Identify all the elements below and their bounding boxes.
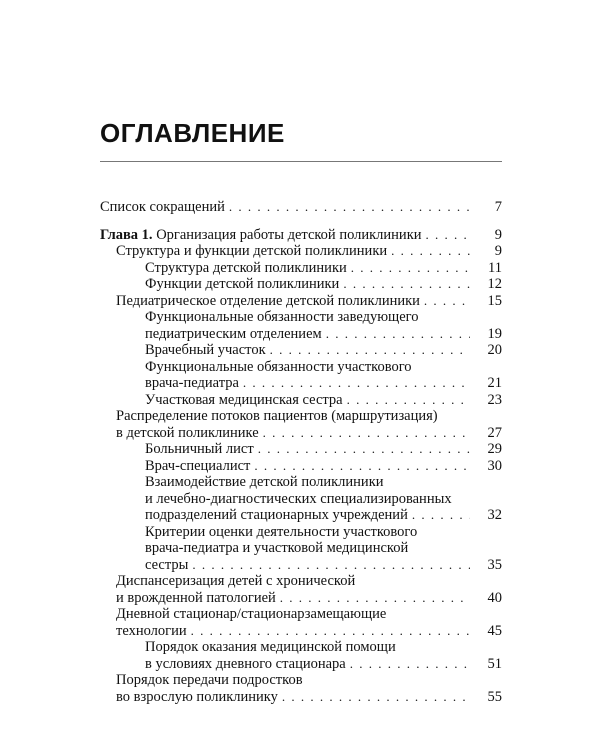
page-number: 20 [487,342,502,358]
toc-entry-title: Врач-специалист [145,457,251,474]
page-number: 32 [487,507,502,523]
toc-entry[interactable] [100,243,502,260]
page-number: 23 [487,391,502,408]
toc-entry[interactable] [100,639,502,672]
toc-entry[interactable] [100,309,502,342]
toc-entry-title: Порядок передачи подростков [116,672,303,688]
toc-entry-title: Функциональные обязанности участкового [145,358,412,375]
page-number: 55 [487,688,502,705]
page-number: 9 [494,226,502,243]
toc-entry[interactable] [100,524,502,574]
dot-leader [424,293,470,310]
toc-entry[interactable] [100,342,502,359]
toc-entry-title: в детской поликлинике [116,424,259,441]
toc-entry-title: Дневной стационар/стационарзамещающие [116,606,387,622]
toc-entry-title: Участковая медицинская сестра [145,391,343,408]
page-number: 27 [487,424,502,441]
toc-entry-title: Функциональные обязанности заведующего [145,309,419,325]
dot-leader [412,507,470,524]
toc-entry-title: и врожденной патологией [116,589,276,606]
toc-entry-title: Порядок оказания медицинской помощи [145,639,396,655]
page-number: 40 [487,589,502,606]
chapter-label: Глава 1. [100,226,153,243]
page-number: 19 [487,325,502,342]
toc-entry[interactable] [100,441,502,458]
page-number: 11 [488,259,502,276]
toc-entry-title: Список сокращений [100,199,225,215]
dot-leader [347,392,470,409]
dot-leader [191,623,470,640]
dot-leader [270,342,470,359]
toc-entry-title: врача-педиатра и участковой медицинской [145,540,409,556]
toc-entry-title: Взаимодействие детской поликлиники [145,474,384,490]
toc-entry[interactable] [100,199,502,216]
toc-entry-title: Больничный лист [145,441,254,457]
page-number: 7 [494,199,502,215]
dot-leader [282,689,470,706]
toc-entry[interactable] [100,672,502,705]
toc-entry[interactable] [100,606,502,639]
page-number: 29 [487,441,502,457]
toc-entry[interactable] [100,392,502,409]
toc-entry[interactable] [100,573,502,606]
page-number: 45 [487,622,502,639]
toc-entry-title: подразделений стационарных учреждений [145,507,408,523]
toc-entry[interactable] [100,474,502,524]
toc-entry-title: Функции детской поликлиники [145,276,340,292]
dot-leader [192,557,470,574]
toc-entry-title: Врачебный участок [145,342,266,358]
page-number: 15 [487,292,502,309]
toc-entry-title: Критерии оценки деятельности участкового [145,523,418,540]
page-number: 30 [487,457,502,474]
toc-entry-title: во взрослую поликлинику [116,688,278,705]
dot-leader [229,199,470,216]
dot-leader [343,276,470,293]
toc-entry[interactable] [100,260,502,277]
toc-entry-title: Структура и функции детской поликлиники [116,243,388,259]
dot-leader [263,425,470,442]
dot-leader [243,375,470,392]
toc-entry[interactable] [100,458,502,475]
page-number: 51 [487,655,502,672]
page-number: 9 [494,243,502,259]
toc-entry-title: врача-педиатра [145,375,239,391]
toc-entry[interactable] [100,276,502,293]
page-number: 35 [487,556,502,573]
page-title: ОГЛАВЛЕНИЕ [100,118,285,148]
toc-entry-title: и лечебно-диагностических специализированных [145,490,452,507]
toc-entry-title: Структура детской поликлиники [145,259,347,276]
dot-leader [258,441,470,458]
toc-entry[interactable] [100,408,502,441]
dot-leader [351,260,470,277]
page-number: 21 [487,375,502,391]
dot-leader [254,458,470,475]
dot-leader [326,326,470,343]
dot-leader [426,227,471,244]
toc-entry-title: в условиях дневного стационара [145,655,346,672]
toc-entry-title: Педиатрическое отделение детской поликлиники [116,292,420,309]
toc-entry-title: Глава 1. Организация работы детской поликлиники [100,226,422,243]
dot-leader [391,243,470,260]
toc-entry[interactable] [100,227,502,244]
toc-entry[interactable] [100,359,502,392]
toc-entry[interactable] [100,293,502,310]
page-number: 12 [487,276,502,292]
toc-entry-title: сестры [145,556,189,573]
toc-entry-title: Распределение потоков пациентов (маршрутизация) [116,408,438,424]
dot-leader [280,590,470,607]
dot-leader [350,656,470,673]
title-divider [100,161,502,162]
table-of-contents [100,199,502,705]
toc-entry-title: педиатрическим отделением [145,325,322,342]
toc-entry-title: Диспансеризация детей с хронической [116,573,356,589]
toc-entry-title: технологии [116,622,187,639]
